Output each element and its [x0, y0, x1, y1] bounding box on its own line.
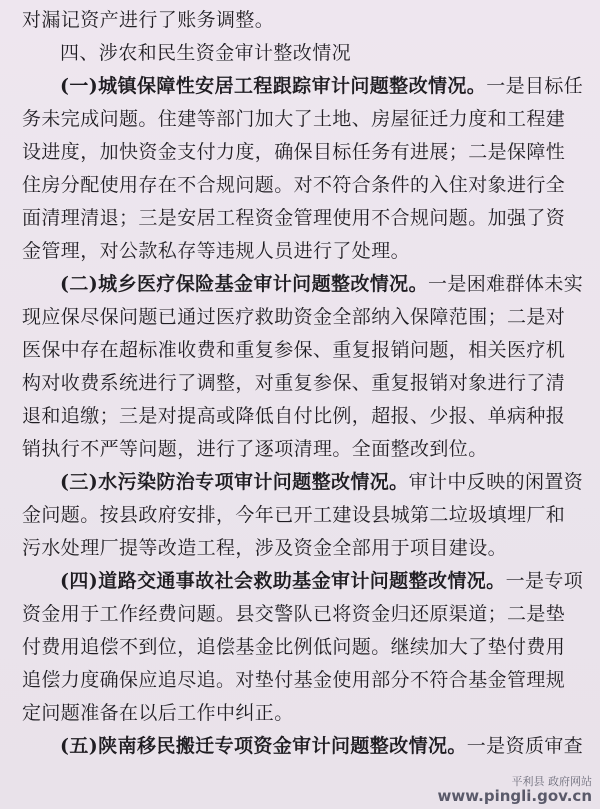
- paragraph-line: 金管理，对公款私存等违规人员进行了处理。: [22, 240, 411, 262]
- paragraph-line: 住房分配使用存在不合规问题。对不符合条件的入住对象进行全: [22, 174, 566, 196]
- paragraph-line: 定问题准备在以后工作中纠正。: [22, 702, 294, 724]
- subsection-title: (五)陕南移民搬迁专项资金审计问题整改情况。: [60, 735, 467, 757]
- paragraph-line: 现应保尽保问题已通过医疗救助资金全部纳入保障范围；二是对: [22, 306, 566, 328]
- subsection-title: (三)水污染防治专项审计问题整改情况。: [60, 471, 409, 493]
- subsection-title: (一)城镇保障性安居工程跟踪审计问题整改情况。: [60, 75, 487, 97]
- subsection-title: (四)道路交通事故社会救助基金审计问题整改情况。: [60, 570, 506, 592]
- paragraph-line: 面清理清退；三是安居工程资金管理使用不合规问题。加强了资: [22, 207, 566, 229]
- watermark-site: www.pingli.gov.cn: [437, 787, 592, 805]
- paragraph-line: 设进度，加快资金支付力度，确保目标任务有进展；二是保障性: [22, 141, 566, 163]
- paragraph-line: 金问题。按县政府安排，今年已开工建设县城第二垃圾填埋厂和: [22, 504, 566, 526]
- paragraph-line: 对漏记资产进行了账务调整。: [22, 9, 275, 31]
- watermark-label: 平利县 政府网站: [511, 775, 592, 788]
- paragraph-line: 销执行不严等问题，进行了逐项清理。全面整改到位。: [22, 438, 488, 460]
- subsection-2-line: (二)城乡医疗保险基金审计问题整改情况。一是困难群体未实: [60, 273, 584, 295]
- paragraph-line: 资金用于工作经费问题。县交警队已将资金归还原渠道；二是垫: [22, 603, 566, 625]
- subsection-title: (二)城乡医疗保险基金审计问题整改情况。: [60, 273, 428, 295]
- subsection-5-line: (五)陕南移民搬迁专项资金审计问题整改情况。一是资质审查: [60, 735, 584, 757]
- paragraph-line: 追偿力度确保应追尽追。对垫付基金使用部分不符合基金管理规: [22, 669, 566, 691]
- paragraph-line: 构对收费系统进行了调整，对重复参保、重复报销对象进行了清: [22, 372, 566, 394]
- section-heading: 四、涉农和民生资金审计整改情况: [60, 42, 352, 64]
- subsection-3-line: (三)水污染防治专项审计问题整改情况。审计中反映的闲置资: [60, 471, 584, 493]
- site-watermark: [438, 775, 592, 803]
- paragraph-line: 退和追缴；三是对提高或降低自付比例，超报、少报、单病种报: [22, 405, 566, 427]
- subsection-1-line: (一)城镇保障性安居工程跟踪审计问题整改情况。一是目标任: [60, 75, 584, 97]
- document-body: [22, 4, 584, 763]
- paragraph-line: 污水处理厂提等改造工程，涉及资金全部用于项目建设。: [22, 537, 508, 559]
- subsection-4-line: (四)道路交通事故社会救助基金审计问题整改情况。一是专项: [60, 570, 584, 592]
- paragraph-line: 医保中存在超标准收费和重复参保、重复报销问题，相关医疗机: [22, 339, 566, 361]
- paragraph-line: 务未完成问题。住建等部门加大了土地、房屋征迁力度和工程建: [22, 108, 566, 130]
- paragraph-line: 付费用追偿不到位，追偿基金比例低问题。继续加大了垫付费用: [22, 636, 566, 658]
